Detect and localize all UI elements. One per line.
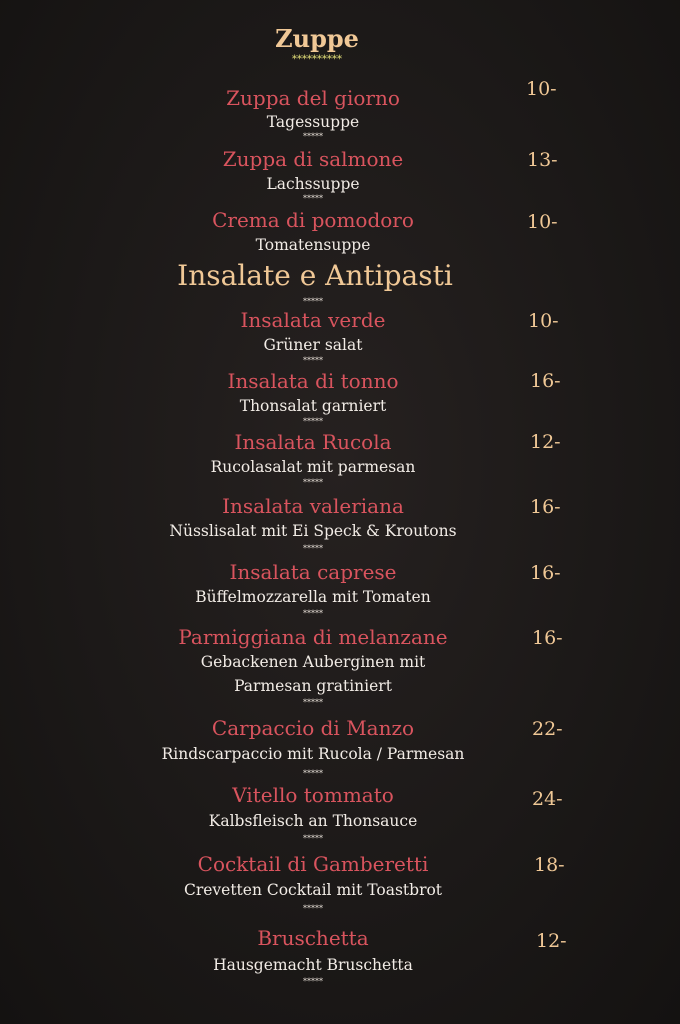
section-title-insalate-antipasti: Insalate e Antipasti [177, 259, 453, 292]
item-name: Insalata verde [240, 308, 386, 332]
item-price: 12- [530, 431, 561, 453]
item-price: 10- [528, 310, 559, 332]
item-name: Carpaccio di Manzo [211, 716, 415, 740]
item-description: Grüner salat [263, 336, 363, 354]
item-description: Crevetten Cocktail mit Toastbrot [183, 881, 443, 899]
item-name: Insalata caprese [229, 560, 397, 584]
item-description: Gebackenen Auberginen mit [200, 653, 426, 671]
item-separator-stars: ***** [303, 478, 323, 487]
item-price: 16- [530, 370, 561, 392]
item-price: 16- [532, 627, 563, 649]
item-description: Tagessuppe [266, 113, 360, 131]
item-name: Bruschetta [257, 926, 369, 950]
item-separator-stars: ***** [303, 834, 323, 843]
item-description: Hausgemacht Bruschetta [213, 956, 413, 974]
item-separator-stars: ***** [303, 132, 323, 141]
item-name: Parmiggiana di melanzane [178, 625, 448, 649]
item-description: Kalbsfleisch an Thonsauce [208, 812, 418, 830]
item-description: Nüsslisalat mit Ei Speck & Kroutons [169, 522, 457, 540]
item-name: Zuppa del giorno [226, 86, 400, 110]
item-separator-stars: ***** [303, 544, 323, 553]
item-price: 10- [527, 211, 558, 233]
item-description: Rucolasalat mit parmesan [210, 458, 416, 476]
item-separator-stars: ***** [303, 977, 323, 986]
item-separator-stars: ***** [303, 609, 323, 618]
item-name: Insalata di tonno [227, 369, 399, 393]
item-price: 22- [532, 718, 563, 740]
item-name: Insalata Rucola [234, 430, 392, 454]
item-price: 10- [526, 78, 557, 100]
item-name: Zuppa di salmone [222, 147, 404, 171]
item-separator-stars: ***** [303, 698, 323, 707]
item-name: Cocktail di Gamberetti [197, 852, 429, 876]
item-description-line2: Parmesan gratiniert [234, 677, 392, 695]
item-price: 24- [532, 788, 563, 810]
item-price: 13- [527, 149, 558, 171]
section-title-zuppe: Zuppe [275, 24, 359, 53]
item-price: 16- [530, 562, 561, 584]
item-price: 18- [534, 854, 565, 876]
section-stars-insalate: ***** [303, 297, 323, 306]
item-separator-stars: ***** [303, 769, 323, 778]
item-separator-stars: ***** [303, 356, 323, 365]
item-separator-stars: ***** [303, 194, 323, 203]
item-description: Thonsalat garniert [239, 397, 387, 415]
item-separator-stars: ***** [303, 417, 323, 426]
item-description: Rindscarpaccio mit Rucola / Parmesan [161, 745, 465, 763]
section-stars-zuppe: ********** [292, 54, 342, 65]
item-price: 12- [536, 930, 567, 952]
item-description: Lachssuppe [266, 175, 360, 193]
item-name: Crema di pomodoro [212, 208, 414, 232]
item-name: Vitello tommato [232, 783, 394, 807]
item-price: 16- [530, 496, 561, 518]
item-separator-stars: ***** [303, 904, 323, 913]
item-description: Büffelmozzarella mit Tomaten [195, 588, 431, 606]
item-name: Insalata valeriana [222, 494, 404, 518]
item-description: Tomatensuppe [255, 236, 371, 254]
